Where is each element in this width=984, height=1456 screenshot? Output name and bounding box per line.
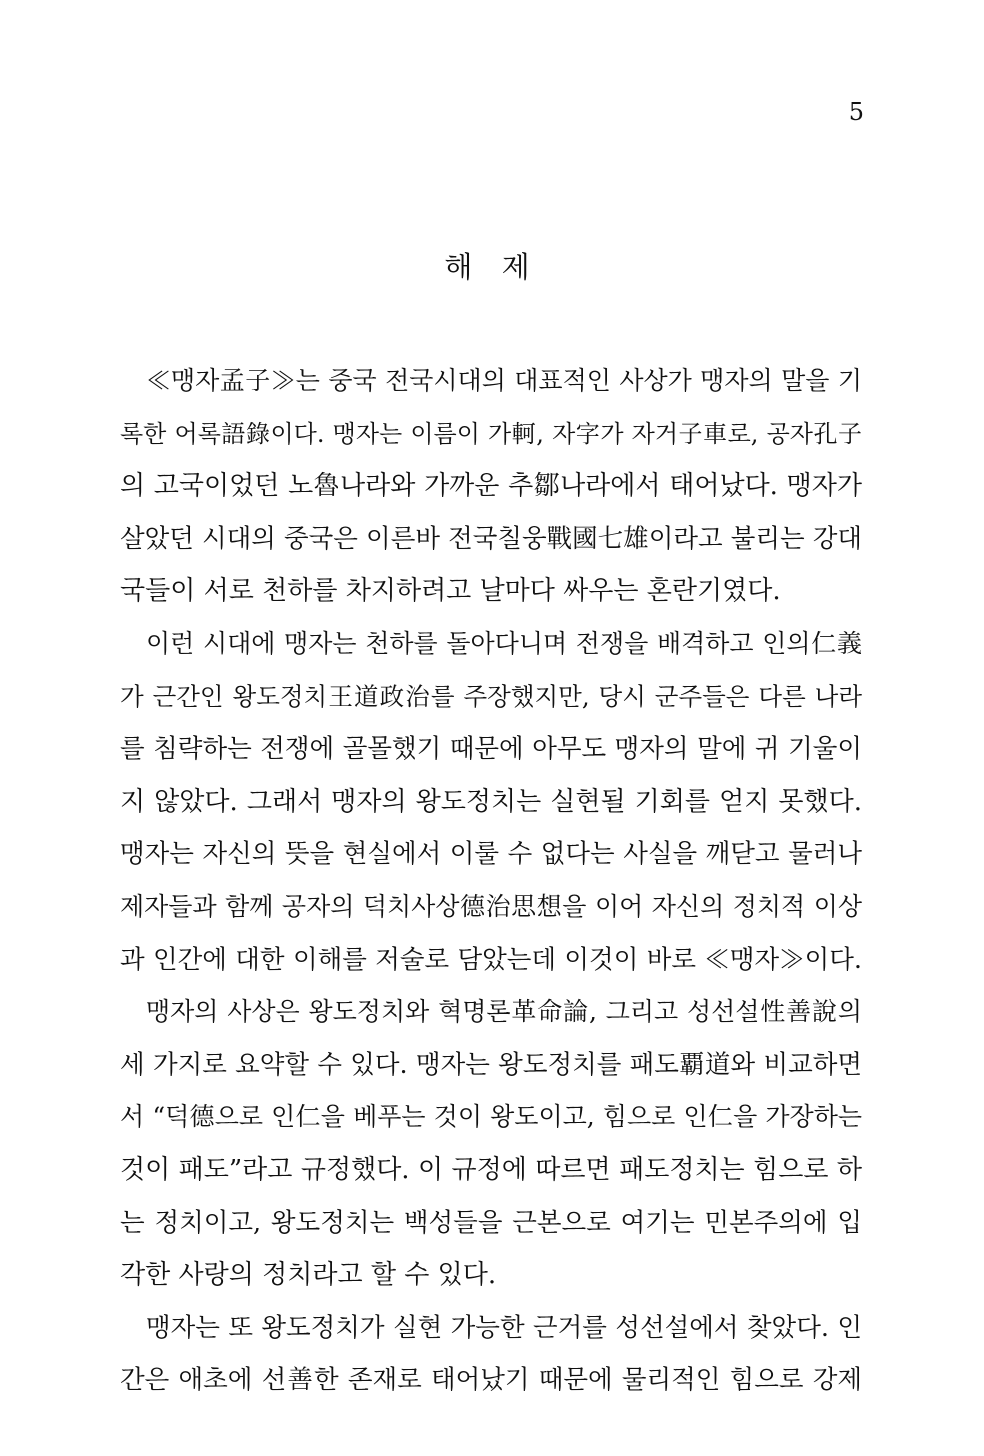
- text-line: 맹자는 자신의 뜻을 현실에서 이룰 수 없다는 사실을 깨닫고 물러나: [120, 839, 862, 870]
- text-line: 세 가지로 요약할 수 있다. 맹자는 왕도정치를 패도覇道와 비교하면: [120, 1049, 862, 1080]
- page-title: 해 제: [444, 250, 540, 284]
- text-line: 맹자의 사상은 왕도정치와 혁명론革命論, 그리고 성선설性善說의: [146, 997, 862, 1027]
- text-line: 는 정치이고, 왕도정치는 백성들을 근본으로 여기는 민본주의에 입: [120, 1207, 862, 1238]
- text-line: 서 “덕德으로 인仁을 베푸는 것이 왕도이고, 힘으로 인仁을 가장하는: [120, 1102, 862, 1132]
- text-line: 국들이 서로 천하를 차지하려고 날마다 싸우는 혼란기였다.: [120, 576, 781, 607]
- text-line: 간은 애초에 선善한 존재로 태어났기 때문에 물리적인 힘으로 강제: [120, 1365, 862, 1396]
- text-line: 각한 사랑의 정치라고 할 수 있다.: [120, 1260, 497, 1291]
- page-number: 5: [848, 98, 864, 126]
- text-line: 제자들과 함께 공자의 덕치사상德治思想을 이어 자신의 정치적 이상: [120, 891, 862, 921]
- text-line: 가 근간인 왕도정치王道政治를 주장했지만, 당시 군주들은 다른 나라: [120, 681, 862, 711]
- text-line: 의 고국이었던 노魯나라와 가까운 추鄒나라에서 태어났다. 맹자가: [120, 471, 862, 502]
- text-line: 맹자는 또 왕도정치가 실현 가능한 근거를 성선설에서 찾았다. 인: [146, 1312, 862, 1343]
- text-line: 살았던 시대의 중국은 이른바 전국칠웅戰國七雄이라고 불리는 강대: [120, 523, 862, 554]
- text-line: 록한 어록語錄이다. 맹자는 이름이 가軻, 자字가 자거子車로, 공자孔子: [120, 419, 862, 448]
- text-line: 것이 패도”라고 규정했다. 이 규정에 따르면 패도정치는 힘으로 하: [120, 1154, 862, 1185]
- text-line: 이런 시대에 맹자는 천하를 돌아다니며 전쟁을 배격하고 인의仁義: [146, 628, 862, 658]
- body-text: [120, 355, 862, 1407]
- text-line: 지 않았다. 그래서 맹자의 왕도정치는 실현될 기회를 얻지 못했다.: [120, 786, 862, 817]
- text-line: 를 침략하는 전쟁에 골몰했기 때문에 아무도 맹자의 말에 귀 기울이: [120, 734, 862, 765]
- text-line: 과 인간에 대한 이해를 저술로 담았는데 이것이 바로 ≪맹자≫이다.: [120, 944, 862, 975]
- text-line: ≪맹자孟子≫는 중국 전국시대의 대표적인 사상가 맹자의 말을 기: [146, 366, 862, 395]
